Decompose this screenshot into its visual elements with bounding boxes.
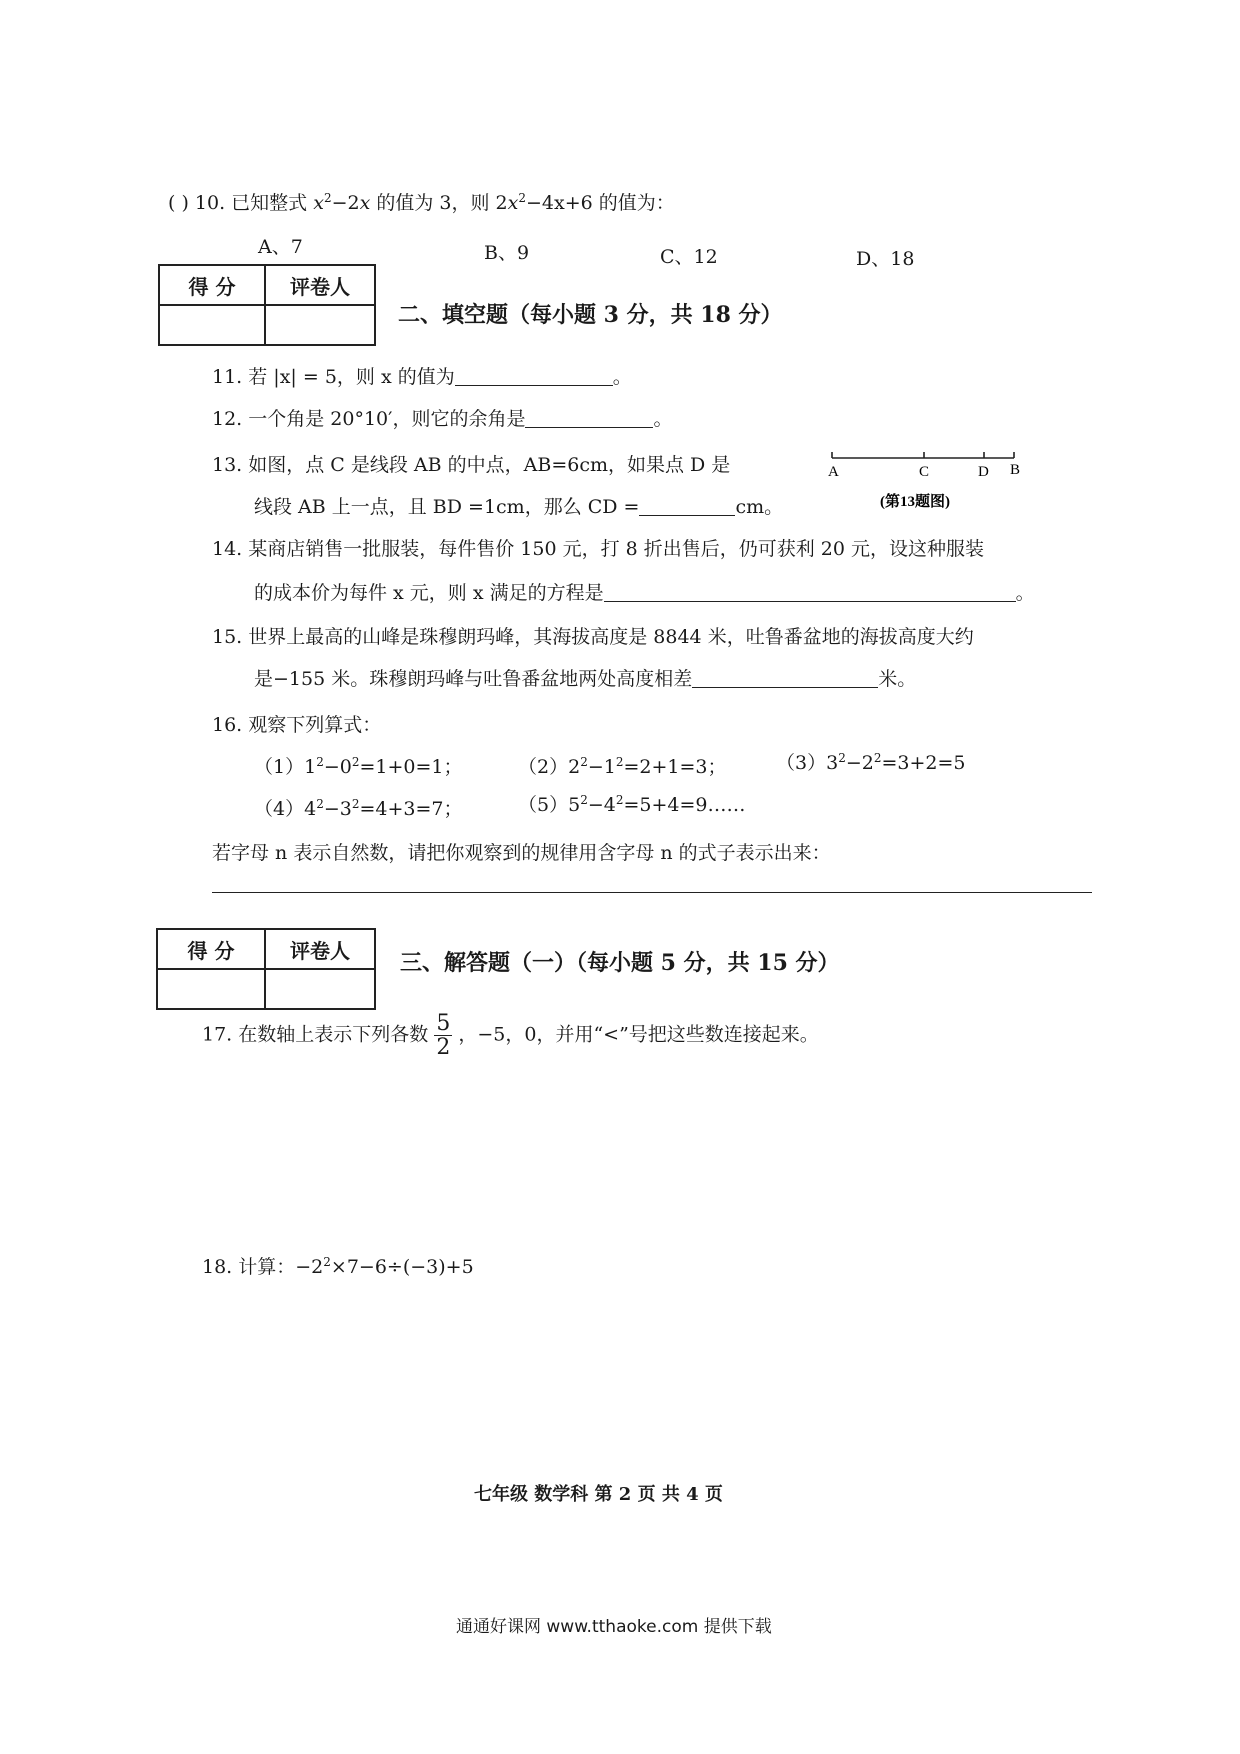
q12-answer-blank[interactable]: [525, 409, 653, 428]
grader-cell[interactable]: [265, 305, 375, 345]
q13-segment-figure: [820, 440, 1050, 520]
q12-line: 12. 一个角是 20°10′，则它的余角是 。: [212, 408, 673, 430]
score-header: 得 分: [157, 929, 265, 969]
q18-line: 18. 计算：$-2^2\times 7-6\div(-3)+5$: [202, 1255, 474, 1278]
q13-line-2: 线段 AB 上一点，且 BD =1cm，那么 CD = cm。: [254, 496, 784, 518]
grader-header: 评卷人: [265, 265, 375, 305]
point-label-c: C: [919, 464, 930, 480]
q10-option-c: C、12: [660, 246, 718, 268]
q10-option-a: A、7: [258, 236, 303, 258]
q16-expression-3: $(3)3^2-2^2=3+2=5$: [776, 751, 966, 774]
q17-line: 17. 在数轴上表示下列各数 $\frac{5}{2}$ ，−5，0，并用“<”号把这些数连接起来。: [202, 1011, 819, 1061]
score-table-2: [156, 928, 376, 1010]
answer-parentheses: ( ): [168, 192, 189, 214]
q14-answer-blank[interactable]: [604, 583, 1016, 602]
q14-line-1: 14. 某商店销售一批服装，每件售价 150 元，打 8 折出售后，仍可获利 20 元，设这种服装: [212, 538, 985, 560]
q14-line-2: 的成本价为每件 x 元，则 x 满足的方程是 。: [254, 582, 1035, 604]
point-label-d: D: [978, 464, 989, 480]
figure-caption: (第13题图): [880, 494, 950, 510]
q16-expression-5: $(5)5^2-4^2=5+4=9\dots\dots$: [518, 793, 746, 816]
score-cell[interactable]: [159, 305, 265, 345]
score-header: 得 分: [159, 265, 265, 305]
point-label-b: B: [1010, 462, 1021, 478]
fraction-five-halves: $\frac{5}{2}$: [436, 1011, 451, 1061]
q13-line-1: 13. 如图，点 C 是线段 AB 的中点，AB=6cm，如果点 D 是: [212, 454, 731, 476]
section-2-title: 二、填空题（每小题 3 分，共 18 分）: [398, 302, 783, 328]
grader-header: 评卷人: [265, 929, 375, 969]
page-footer: 七年级 数学科 第 2 页 共 4 页: [474, 1484, 723, 1505]
q15-line-2: 是−155 米。珠穆朗玛峰与吐鲁番盆地两处高度相差 米。: [254, 668, 917, 690]
point-label-a: A: [828, 464, 839, 480]
score-cell[interactable]: [157, 969, 265, 1009]
score-table-1: [158, 264, 376, 346]
q10-option-b: B、9: [484, 242, 530, 264]
q11-line: 11. 若 |x| = 5，则 x 的值为 。: [212, 366, 632, 388]
q16-prompt: 若字母 n 表示自然数，请把你观察到的规律用含字母 n 的式子表示出来：: [212, 842, 831, 864]
download-watermark: 通通好课网 www.tthaoke.com 提供下载: [456, 1617, 772, 1637]
q15-answer-blank[interactable]: [692, 669, 878, 688]
q10-line: ( ) 10. 已知整式 $x^2-2x$ 的值为 3，则 $2x^2-4x+6$ 的值为：: [168, 191, 675, 214]
section-3-title: 三、解答题（一）（每小题 5 分，共 15 分）: [400, 950, 840, 976]
q16-intro: 16. 观察下列算式：: [212, 714, 382, 736]
q15-line-1: 15. 世界上最高的山峰是珠穆朗玛峰，其海拔高度是 8844 米，吐鲁番盆地的海拔高度大约: [212, 626, 974, 648]
q16-expression-1: $(1)1^2-0^2=1+0=1$；: [254, 755, 463, 778]
q11-answer-blank[interactable]: [455, 367, 613, 386]
grader-cell[interactable]: [265, 969, 375, 1009]
q16-expression-4: $(4)4^2-3^2=4+3=7$；: [254, 797, 463, 820]
q10-option-d: D、18: [856, 248, 915, 270]
q13-answer-blank[interactable]: [639, 497, 735, 516]
q16-answer-line[interactable]: [212, 892, 1092, 893]
q16-expression-2: $(2)2^2-1^2=2+1=3$；: [518, 755, 727, 778]
